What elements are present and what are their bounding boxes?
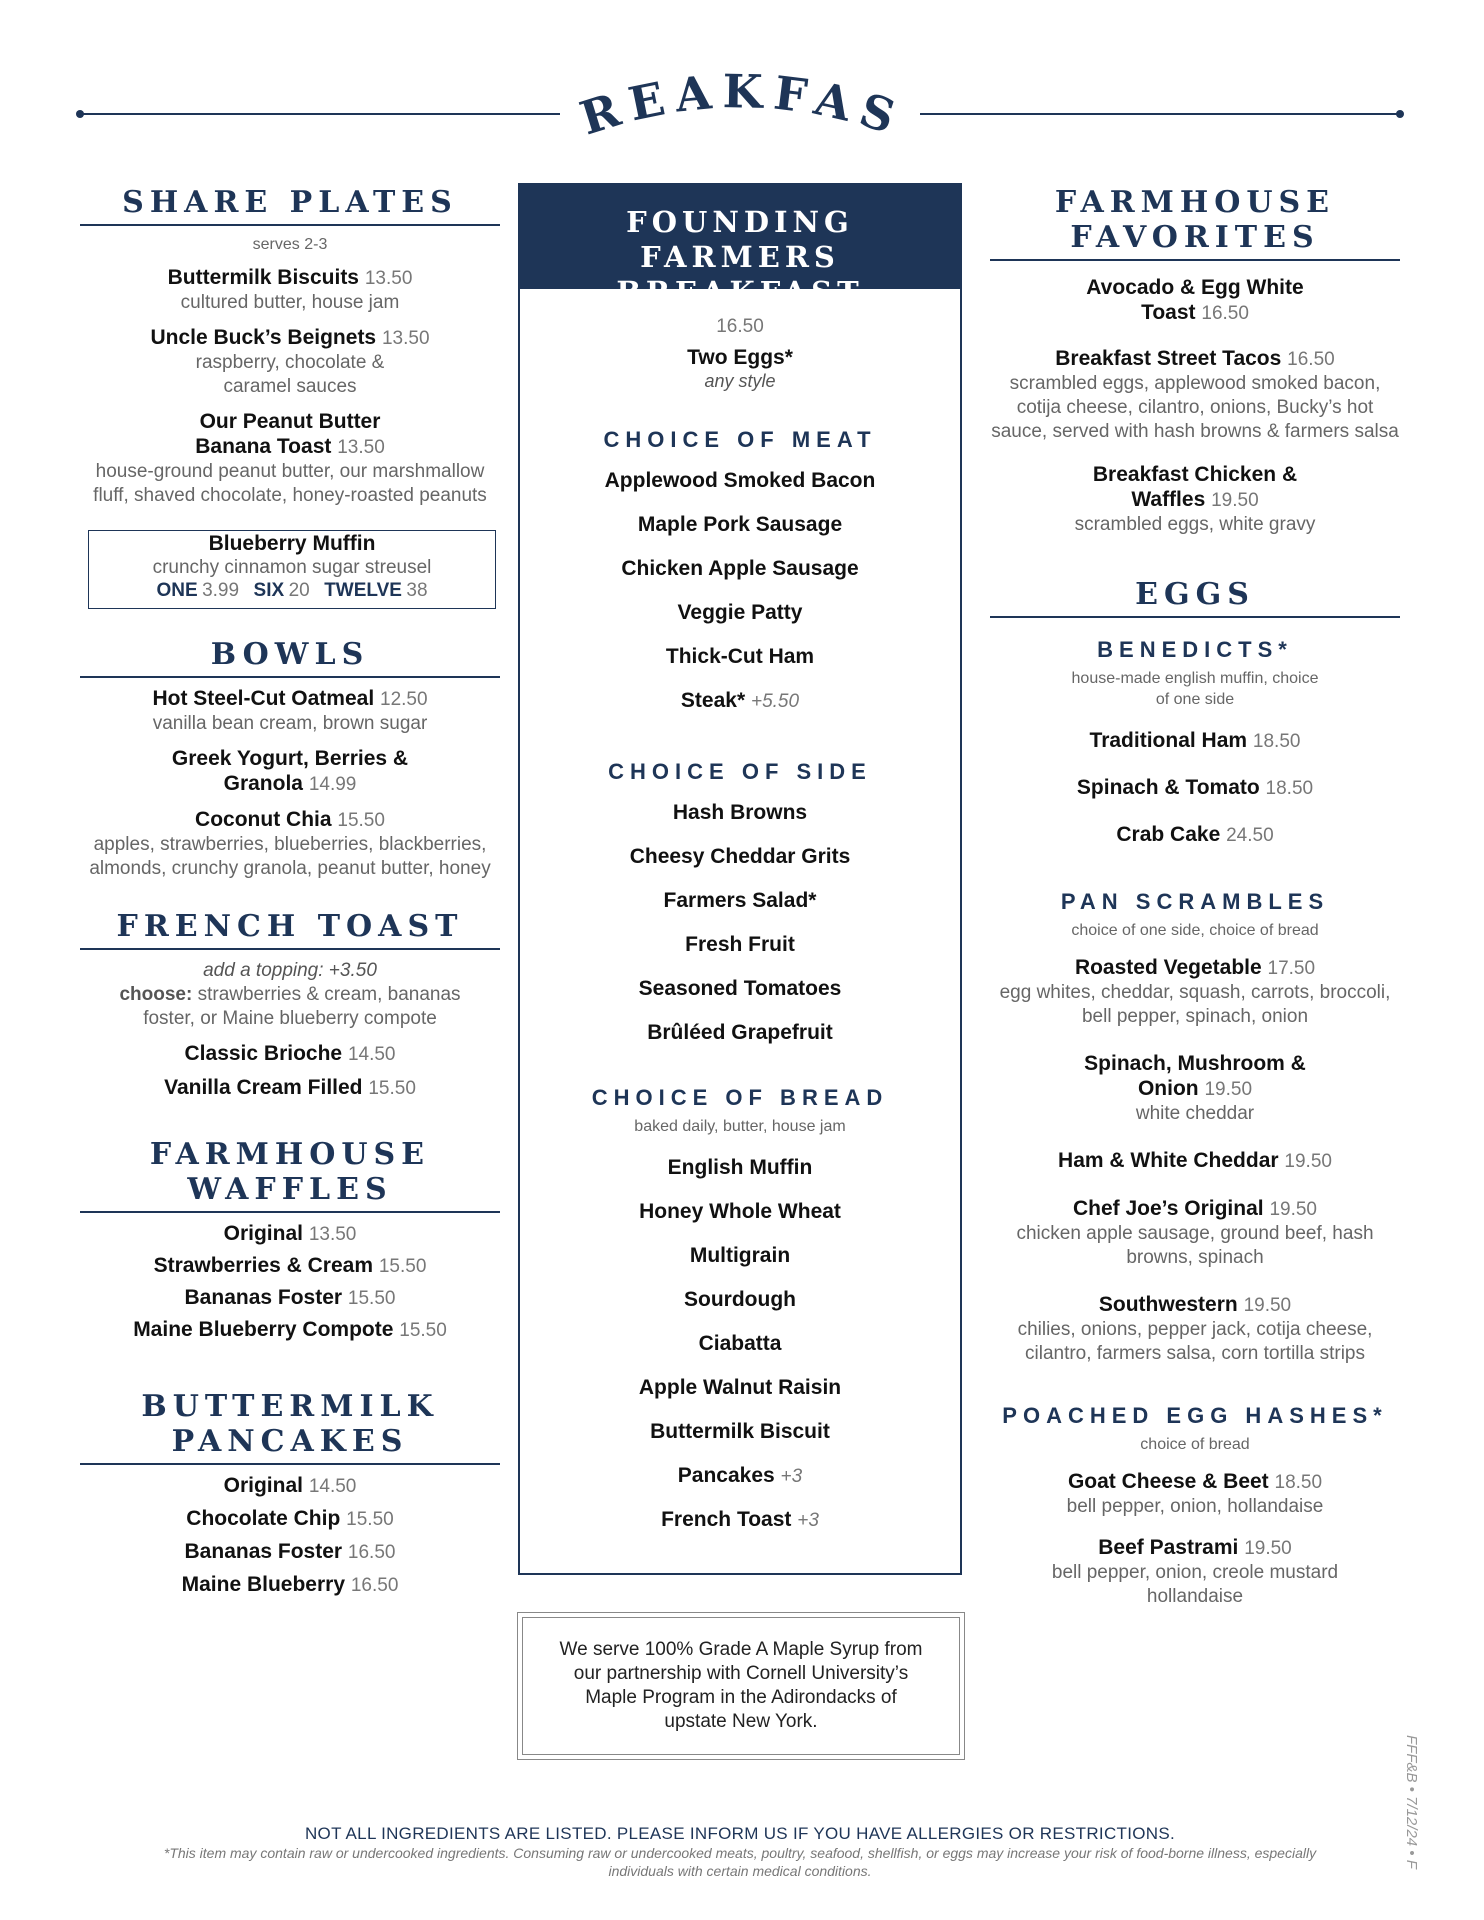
item-name: Bananas Foster [184,1286,343,1309]
menu-item [990,775,1400,801]
eggs-style: any style [704,371,776,391]
share-plates-title: SHARE PLATES [80,185,500,226]
steak-extra-price: +5.50 [750,691,800,712]
item-name: Chocolate Chip [186,1507,341,1530]
center-price: 16.50 [716,316,764,337]
item-price: 13.50 [364,268,413,289]
item-description: cultured butter, house jam [180,292,400,313]
poached-egg-hashes-title: POACHED EGG HASHES* [1002,1403,1388,1428]
french-toast-extra-price: +3 [797,1510,819,1531]
french-toast-name: French Toast [661,1508,792,1531]
item-price: 15.50 [399,1320,447,1341]
item-name: Goat Cheese & Beet [1067,1470,1269,1493]
menu-item [990,1292,1400,1366]
waffles-title [80,1137,500,1213]
menu-item [990,1469,1400,1519]
pancakes-title-line1: BUTTERMILK [141,1389,439,1424]
item-name: Original [223,1474,303,1497]
menu-item [80,1539,500,1565]
item-name: Our Peanut Butter Banana Toast [195,410,381,458]
choice-of-bread-title: CHOICE OF BREAD [591,1085,889,1110]
header-rule-dot-right [1396,110,1404,118]
item-name: Strawberries & Cream [153,1254,374,1277]
list-item: Buttermilk Biscuit [650,1420,830,1443]
item-description: bell pepper, onion, creole mustard hollandaise [1051,1562,1339,1607]
item-description: scrambled eggs, applewood smoked bacon, cotija cheese, cilantro, onions, Bucky’s hot sauce, served with hash browns & farmers salsa [991,373,1399,442]
menu-item [80,409,500,508]
item-description: chilies, onions, pepper jack, cotija cheese, cilantro, farmers salsa, corn tortilla strips [1017,1319,1373,1364]
item-price: 19.50 [1211,490,1259,511]
item-name: Spinach, Mushroom & Onion [1084,1052,1306,1100]
maple-syrup-note-box [517,1612,965,1760]
item-name: Original [223,1222,303,1245]
list-item: Sourdough [684,1288,796,1311]
qty-label: SIX [253,580,285,601]
item-name: Maine Blueberry [181,1573,345,1596]
choose-label: choose: [119,984,193,1005]
item-price: 13.50 [381,328,430,349]
item-description: crunchy cinnamon sugar streusel [152,557,432,578]
qty-price: 38 [406,580,428,601]
center-title-line1: FOUNDING FARMERS [626,205,854,274]
item-description: scrambled eggs, white gravy [1074,514,1316,535]
pancakes-title-line2: PANCAKES [171,1424,409,1459]
favorites-title [990,185,1400,261]
header-rule-dot-left [76,110,84,118]
menu-item [80,325,500,399]
list-item: Ciabatta [698,1332,782,1355]
item-name: Blueberry Muffin [199,531,386,556]
center-title-line2: BREAKFAST [616,275,864,309]
item-name: Spinach & Tomato [1076,776,1260,799]
menu-item [80,265,500,315]
menu-item [990,1535,1400,1609]
topping-note: add a topping: +3.50 [203,960,377,981]
maple-syrup-note: We serve 100% Grade A Maple Syrup from our partnership with Cornell University’s Maple Program in the Adirondacks of upstate New York. [522,1617,960,1755]
list-item: Brûléed Grapefruit [647,1021,833,1044]
pancakes-section [80,1389,500,1598]
bread-note: baked daily, butter, house jam [634,1118,846,1135]
item-name: Maine Blueberry Compote [133,1318,394,1341]
allergy-notice: NOT ALL INGREDIENTS ARE LISTED. PLEASE INFORM US IF YOU HAVE ALLERGIES OR RESTRICTIONS. [304,1824,1175,1843]
item-description: vanilla bean cream, brown sugar [152,713,428,734]
menu-item [990,728,1400,754]
item-price: 18.50 [1265,778,1314,799]
item-name: Chef Joe’s Original [1073,1197,1264,1220]
item-name: Crab Cake [1116,823,1221,846]
item-description: apples, strawberries, blueberries, blackberries, almonds, crunchy granola, peanut butter, honey [89,834,491,879]
item-name: Beef Pastrami [1098,1536,1239,1559]
svg-text:BREAKFAST [541,27,912,147]
menu-item [80,1285,500,1311]
qty-label: TWELVE [324,580,402,601]
item-description: raspberry, chocolate & caramel sauces [195,352,385,397]
menu-item [80,746,500,797]
steak-name: Steak* [680,689,746,712]
list-item: Fresh Fruit [685,933,795,956]
menu-item [990,1051,1400,1126]
pancakes-extra-price: +3 [780,1466,803,1487]
share-plates-section [80,185,500,609]
item-name: Coconut Chia [195,808,332,831]
item-price: 13.50 [337,437,385,458]
item-price: 15.50 [347,1288,396,1309]
menu-item [80,1317,500,1343]
qty-price: 20 [288,580,310,601]
item-price: 15.50 [368,1078,416,1099]
item-price: 13.50 [308,1224,357,1245]
item-price: 24.50 [1226,825,1274,846]
menu-item [80,807,500,881]
item-name: Breakfast Street Tacos [1055,347,1282,370]
list-item: Hash Browns [672,801,808,824]
eggs-title: EGGS [990,577,1400,618]
pan-scrambles-title: PAN SCRAMBLES [1060,889,1330,914]
side-list [520,800,960,1064]
benedicts-title: BENEDICTS* [1097,637,1293,662]
center-header [520,185,960,309]
header-rule-right [920,113,1400,115]
menu-item [80,1253,500,1279]
item-price: 18.50 [1274,1472,1323,1493]
item-price: 19.50 [1284,1151,1332,1172]
item-name: Vanilla Cream Filled [164,1076,363,1099]
two-eggs-item: Two Eggs* [687,346,793,369]
list-item [520,1507,960,1551]
list-item: Apple Walnut Raisin [638,1376,842,1399]
french-toast-section [80,909,500,1101]
print-stamp: FFF&B • 7/12/24 • F [1403,1735,1420,1869]
list-item: Honey Whole Wheat [639,1200,841,1223]
item-price: 17.50 [1267,958,1316,979]
header-rule-left [80,113,560,115]
menu-item [80,1506,500,1532]
item-name: Southwestern [1098,1293,1238,1316]
qty-label: ONE [156,580,198,601]
menu-item [80,1221,500,1247]
list-item: Maple Pork Sausage [637,513,843,536]
list-item: Cheesy Cheddar Grits [629,845,851,868]
item-name: Ham & White Cheddar [1058,1149,1279,1172]
menu-title [540,27,915,150]
topping-choices [80,983,500,1031]
menu-item [990,822,1400,848]
menu-item [990,275,1400,326]
list-item [520,1463,960,1507]
menu-item [80,1041,500,1067]
item-price: 19.50 [1244,1538,1292,1559]
item-name: Breakfast Chicken & Waffles [1092,463,1298,511]
choice-of-side-title: CHOICE OF SIDE [608,759,872,784]
item-price: 19.50 [1243,1295,1292,1316]
pan-scrambles-note: choice of one side, choice of bread [1071,922,1319,939]
item-description: white cheddar [1135,1103,1255,1124]
list-item: English Muffin [667,1156,813,1179]
item-name: Uncle Buck’s Beignets [150,326,377,349]
qty-price: 3.99 [202,580,240,601]
footer [150,1823,1330,1880]
item-description: bell pepper, onion, hollandaise [1066,1496,1324,1517]
item-price: 16.50 [350,1575,399,1596]
bowls-section [80,637,500,881]
pancakes-name: Pancakes [677,1464,775,1487]
menu-item [80,1572,500,1598]
hashes-note: choice of bread [1140,1436,1250,1453]
item-price: 16.50 [1201,303,1249,324]
waffles-title-line2: WAFFLES [187,1172,393,1207]
item-price: 15.50 [346,1509,394,1530]
item-price: 16.50 [1287,349,1335,370]
item-name: Bananas Foster [184,1540,343,1563]
bread-list [520,1155,960,1551]
item-price: 14.50 [347,1044,396,1065]
menu-item [990,955,1400,1029]
menu-item [990,1196,1400,1270]
waffles-section [80,1137,500,1343]
item-name: Traditional Ham [1089,729,1248,752]
menu-item [80,686,500,736]
choice-of-meat-title: CHOICE OF MEAT [603,427,877,452]
farmhouse-favorites-section [990,185,1400,537]
meat-list [520,468,960,732]
item-price: 14.50 [308,1476,357,1497]
choose-text: strawberries & cream, bananas foster, or Maine blueberry compote [143,984,461,1029]
item-price: 18.50 [1252,731,1301,752]
menu-item [80,1473,500,1499]
menu-title-text: BREAKFAST [540,27,912,148]
item-price: 15.50 [378,1256,427,1277]
blueberry-muffin-box [88,530,496,609]
benedicts-note: house-made english muffin, choice of one side [1071,670,1319,708]
left-column [80,185,500,1598]
item-price: 14.99 [308,774,357,795]
item-name: Greek Yogurt, Berries & Granola [171,747,409,795]
raw-food-disclaimer: *This item may contain raw or undercooked ingredients. Consuming raw or undercooked meats, poultry, seafood, shellfish, or eggs may increase your risk of food-borne illness, especially individuals with certain medical conditions. [163,1845,1317,1879]
list-item: Farmers Salad* [663,889,817,912]
list-item: Applewood Smoked Bacon [604,469,876,492]
right-column [990,185,1400,1609]
list-item [520,688,960,732]
list-item: Thick-Cut Ham [665,645,815,668]
item-price: 19.50 [1269,1199,1317,1220]
menu-item [990,346,1400,444]
french-toast-title: FRENCH TOAST [80,909,500,950]
menu-item [80,1075,500,1101]
item-price: 15.50 [337,810,385,831]
muffin-quantities [93,580,491,602]
item-price: 12.50 [380,689,428,710]
list-item: Seasoned Tomatoes [638,977,842,1000]
share-plates-note: serves 2-3 [252,236,328,253]
menu-item [990,462,1400,537]
item-price: 16.50 [347,1542,396,1563]
menu-item [990,1148,1400,1174]
favorites-title-line2: FAVORITES [1070,220,1320,255]
list-item: Multigrain [689,1244,791,1267]
list-item: Chicken Apple Sausage [621,557,859,580]
eggs-section [990,577,1400,1609]
item-name: Roasted Vegetable [1074,956,1262,979]
bowls-title: BOWLS [80,637,500,678]
item-name: Hot Steel-Cut Oatmeal [152,687,375,710]
item-name: Classic Brioche [184,1042,343,1065]
founding-farmers-breakfast-box [518,183,962,1575]
item-price: 19.50 [1204,1079,1253,1100]
item-name: Avocado & Egg White Toast [1086,276,1304,324]
item-description: chicken apple sausage, ground beef, hash browns, spinach [1016,1223,1374,1268]
waffles-title-line1: FARMHOUSE [149,1137,431,1172]
item-name: Buttermilk Biscuits [167,266,359,289]
item-description: egg whites, cheddar, squash, carrots, broccoli, bell pepper, spinach, onion [999,982,1391,1027]
pancakes-title [80,1389,500,1465]
favorites-title-line1: FARMHOUSE [1054,185,1336,220]
item-description: house-ground peanut butter, our marshmallow fluff, shaved chocolate, honey-roasted peanuts [93,461,487,506]
list-item: Veggie Patty [677,601,803,624]
